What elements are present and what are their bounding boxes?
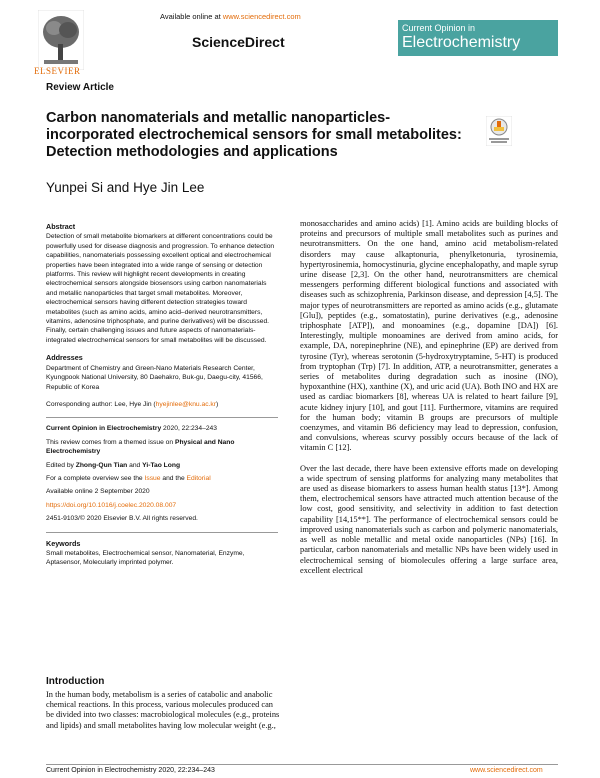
sciencedirect-link[interactable]: www.sciencedirect.com	[222, 12, 301, 21]
theme-name: Physical and Nano Electrochemistry	[46, 438, 235, 456]
journal-banner	[398, 20, 558, 56]
theme-prefix: This review comes from a themed issue on	[46, 438, 175, 446]
corresponding-prefix: Corresponding author: Lee, Hye Jin (	[46, 400, 156, 408]
right-column	[300, 219, 558, 586]
article-info	[46, 424, 278, 523]
editor-2: Yi-Tao Long	[142, 461, 181, 469]
doi-link[interactable]	[46, 501, 278, 510]
abstract-heading: Abstract	[46, 222, 76, 231]
introduction-heading: Introduction	[46, 676, 105, 687]
article-title: Carbon nanomaterials and metallic nanoparticles-incorporated electrochemical sensors for small metabolites: Detection methodologies and applications	[46, 110, 462, 160]
abstract-section	[46, 222, 278, 345]
keywords-section	[46, 539, 278, 568]
journal-name-big: Electrochemistry	[402, 34, 521, 51]
theme-line	[46, 438, 278, 457]
edited-line	[46, 461, 278, 470]
corresponding-suffix: )	[216, 400, 219, 408]
body-paragraph-2: Over the last decade, there have been extensive efforts made on developing a wide spectrum of sensing platforms for analyzing many metabolites that are used as disease biomarkers to assess human health status [13*]. Among them, electrochemical sensors have attracted much attention because of the low cost, good sensitivity, and selectivity in addition to fast detection capability [14,15**]. The performance of electrochemical sensors could be improved using nanomaterials such as carbon and polymeric nanomaterials, as well as noble metallic and metal oxide nanoparticles (NPs) [16]. In particular, carbon nanomaterials and metallic NPs have been widely used in electrochemical sensing of biomolecules offering a large surface area, excellent electrical	[300, 463, 558, 575]
overview-line	[46, 474, 278, 483]
available-online-line	[160, 12, 301, 21]
publisher-logo-text: ELSEVIER	[34, 66, 81, 76]
body-paragraph-1: monosaccharides and amino acids) [1]. Amino acids are building blocks of proteins and precursors of multiple small metabolites such as purines and neurotransmitters. On the one hand, amino acid metabolism-related disorders may cause alkaptonuria, phenylketonuria, tyrosinemia, hypertyrosinemia, homocystinuria, glycine encephalopathy, and maple syrup urine disease [2,3]. On the other hand, neurotransmitters are chemical messengers performing different biological functions and associated with diseases such as schizophrenia, Parkinson disease, and depression [4,5]. The major types of neurotransmitters are reported as amino acids (e.g., glutamate [Glu]), peptides (e.g., somatostatin), purine derivatives (e.g., adenosine triphosphate [ATP]), and monoamines (e.g., dopamine [DA]) [6]. Interestingly, multiple monoamines are derived from amino acids, for example, DA, norepinephrine (NE), and epinephrine (EP) are derived from tyrosine (Tyr), whereas serotonin (5-hydroxytryptamine, 5-HT) is produced from tryptophan (Trp) [7]. In addition, ATP, a neurotransmitter, generates a series of metabolites during degradation such as inosine (INO), hypoxanthine (HX), xanthine (X), and uric acid (UA). Both INO and HX are used as cardiac biomarkers [8], whereas UA is related to heart failure [9], acute kidney injury [10], and gout [11]. Furthermore, vitamins are required for the human body; vitamin B groups are precursors of multiple coenzymes, and vitamin B6 deficiency may lead to depression, confusion, and convulsions, whereas scurvy possibly occurs because of the lack of vitamin C [12].	[300, 219, 558, 453]
keywords-text: Small metabolites, Electrochemical sensor, Nanomaterial, Enzyme, Aptasensor, Molecularly imprinted polymer.	[46, 549, 245, 567]
issue-link[interactable]: Issue	[144, 474, 161, 482]
left-column	[46, 222, 278, 576]
check-for-updates-icon[interactable]	[486, 116, 512, 146]
platform-name: ScienceDirect	[192, 34, 285, 50]
available-prefix: Available online at	[160, 12, 223, 21]
citation-rest: 2020, 22:234–243	[161, 425, 217, 433]
footer-site-link[interactable]: www.sciencedirect.com	[470, 767, 543, 774]
corresponding-email-link[interactable]: hyejinlee@knu.ac.kr	[155, 400, 216, 408]
corresponding-author	[46, 400, 278, 409]
overview-and: and the	[160, 474, 187, 482]
citation-journal: Current Opinion in Electrochemistry	[46, 425, 162, 433]
abstract-text: Detection of small metabolite biomarkers at different concentrations could be powerfully used for disease diagnosis and progression. To enhance detection capabilities, nanomaterials possessing excellent optical and electrochemical properties have been integrated into a wide range of sensing or detection platforms. This review will highlight recent developments in creating electrochemical sensors alongside biosensors using carbon nanomaterials and metallic nanoparticles that target small metabolites. Moreover, electrochemical sensors having different detection strategies toward metabolites (such as amino acids, amino acid–derived neurotransmitters, vitamins, adenosine triphosphate, and purine derivatives) will be discussed. Finally, certain challenging issues and future aspects of nanomaterials-integrated electrochemical sensors for small metabolites will be discussed.	[46, 233, 275, 344]
available-date: Available online 2 September 2020	[46, 488, 150, 496]
article-type: Review Article	[46, 82, 114, 93]
divider	[46, 532, 278, 533]
doi-text[interactable]: https://doi.org/10.1016/j.coelec.2020.08.007	[46, 501, 177, 509]
overview-prefix: For a complete overview see the	[46, 474, 145, 482]
addresses-section	[46, 353, 278, 392]
footer-citation: Current Opinion in Electrochemistry 2020, 22:234–243	[46, 767, 215, 774]
edited-prefix: Edited by	[46, 461, 76, 469]
editorial-link[interactable]: Editorial	[186, 474, 211, 482]
editor-1: Zhong-Qun Tian	[75, 461, 128, 469]
address-text: Department of Chemistry and Green-Nano Materials Research Center, Kyungpook National University, 80 Daehakro, Buk-gu, Daegu-city, 41566, Republic of Korea	[46, 364, 263, 391]
elsevier-tree-logo-icon	[38, 10, 84, 70]
divider	[46, 417, 278, 418]
addresses-heading: Addresses	[46, 353, 83, 363]
footer-divider	[46, 764, 558, 765]
edited-and: and	[127, 461, 143, 469]
introduction-text: In the human body, metabolism is a series of catabolic and anabolic chemical reactions. In this process, various molecules produced can be divided into two classes: macrobiological molecules (e.g., proteins and lipids) and small metabolites having low molecular weight (e.g.,	[46, 690, 280, 730]
article-authors: Yunpei Si and Hye Jin Lee	[46, 180, 205, 195]
keywords-heading: Keywords	[46, 538, 81, 548]
citation-line	[46, 424, 278, 433]
copyright-line: 2451-9103/© 2020 Elsevier B.V. All rights reserved.	[46, 515, 198, 523]
journal-name-small: Current Opinion in	[402, 23, 476, 33]
